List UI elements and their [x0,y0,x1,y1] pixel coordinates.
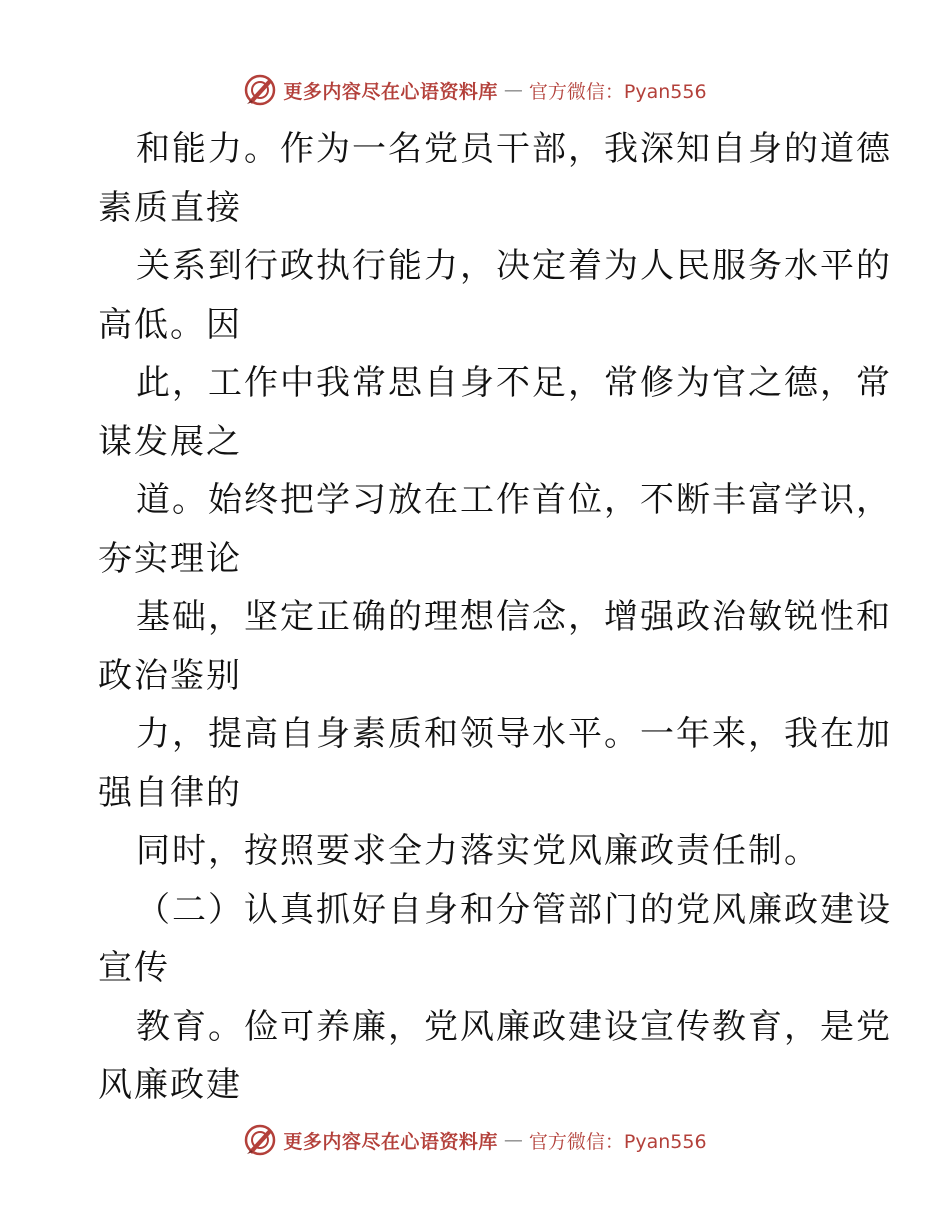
text-line: 和能力。作为一名党员干部，我深知自身的道德 [136,129,892,169]
text-line: 此，工作中我常思自身不足，常修为官之德，常 [136,363,892,403]
footer-site-title: 更多内容尽在心语资料库 [283,1130,498,1153]
text-line: 宣传 [98,948,170,988]
footer-wechat-label: 官方微信：Pyan556 [528,1130,707,1153]
text-line: 夯实理论 [98,538,242,579]
footer-banner [0,1120,950,1160]
text-line: （二）认真抓好自身和分管部门的党风廉政建设 [136,889,892,930]
text-line: 强自律的 [98,772,242,813]
text-line: 素质直接 [98,187,242,228]
header-separator: — [503,79,523,101]
header-site-title: 更多内容尽在心语资料库 [283,80,498,103]
pen-logo-icon [243,1123,277,1157]
text-line: 同时，按照要求全力落实党风廉政责任制。 [136,831,820,871]
text-line: 高低。因 [98,304,242,345]
header-banner [0,70,950,110]
text-line: 关系到行政执行能力，决定着为人民服务水平的 [136,246,892,286]
footer-separator: — [503,1129,523,1151]
document-body [98,120,892,1115]
text-line: 风廉政建 [98,1065,242,1105]
text-line: 政治鉴别 [98,655,242,696]
text-line: 道。始终把学习放在工作首位，不断丰富学识， [136,480,892,520]
header-wechat-label: 官方微信：Pyan556 [528,80,707,103]
pen-logo-icon [243,73,277,107]
text-line: 教育。俭可养廉，党风廉政建设宣传教育，是党 [136,1006,892,1047]
text-line: 力，提高自身素质和领导水平。一年来，我在加 [136,714,892,754]
text-line: 谋发展之 [98,421,242,462]
text-line: 基础，坚定正确的理想信念，增强政治敏锐性和 [136,597,892,637]
